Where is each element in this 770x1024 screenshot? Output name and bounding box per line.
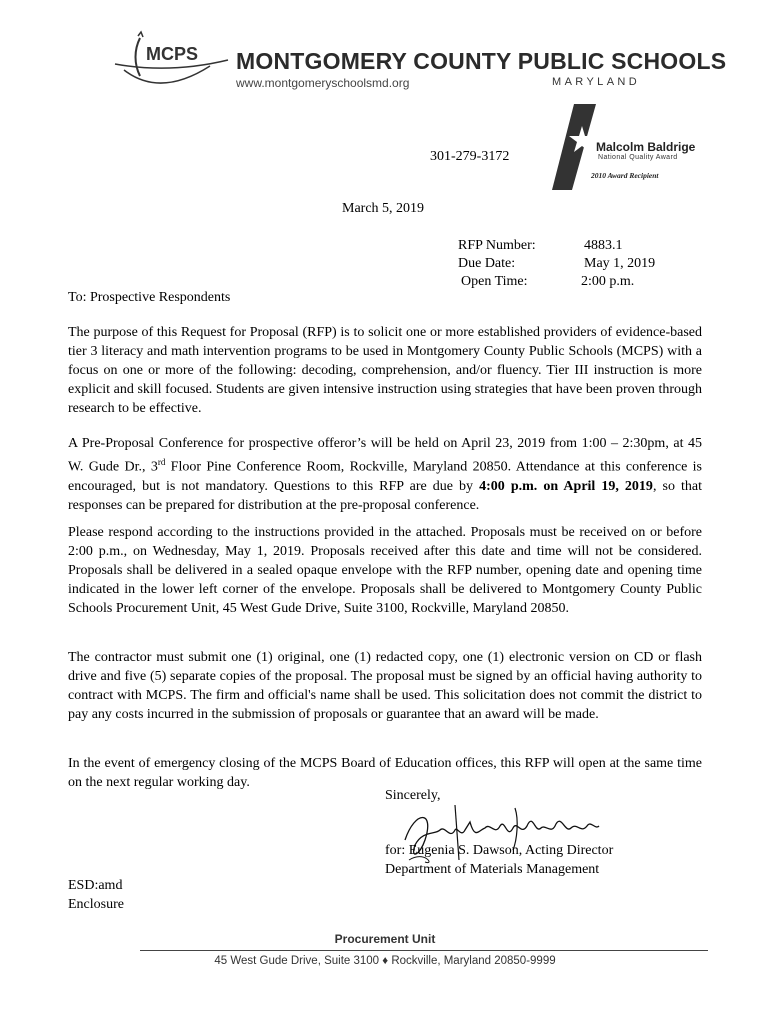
due-date-label: Due Date:: [458, 256, 516, 271]
footer-divider: [140, 950, 708, 951]
org-name: MONTGOMERY COUNTY PUBLIC SCHOOLS: [236, 48, 727, 74]
signer-name: for: Eugenia S. Dawson, Acting Director: [385, 843, 614, 858]
footer-address: 45 West Gude Drive, Suite 3100 ♦ Rockville, Maryland 20850-9999: [214, 955, 556, 967]
due-date-value: May 1, 2019: [584, 256, 656, 271]
open-time-value: 2:00 p.m.: [581, 274, 635, 289]
paragraph-purpose: The purpose of this Request for Proposal (RFP) is to solicit one or more established providers of evidence-based tier 3 literacy and math intervention programs to be used in Montgomery County Public Schools (MCPS) with a focus on one or more of the following: decoding, comprehension, and/or fluency. Tier III instruction is more explicit and skill focused. Students are given intensive instruction using strategies that have been proven through research to be effective.: [68, 325, 702, 416]
paragraph-conference: [68, 434, 702, 515]
award-subtitle: National Quality Award: [598, 154, 678, 161]
phone-number: 301-279-3172: [430, 149, 510, 164]
mcps-logo: [110, 30, 230, 100]
conference-text-a: A Pre-Proposal Conference for prospective offeror’s will be held on April 23, 2019 from 1:00 – 2:30pm, at 45 W. Gude Dr., 3: [68, 436, 702, 475]
closing-sincerely: Sincerely,: [385, 788, 441, 803]
logo-text: MCPS: [146, 44, 199, 64]
ordinal-suffix: rd: [157, 457, 166, 467]
letter-date: March 5, 2019: [342, 201, 425, 216]
award-title: Malcolm Baldrige: [596, 140, 696, 154]
paragraph-instructions: Please respond according to the instructions provided in the attached. Proposals must be received on or before 2:00 p.m., on Wednesday, May 1, 2019. Proposals received after this date and time will not be considered. Proposals shall be delivered in a sealed opaque envelope with the RFP number, opening date and opening time indicated in the lower left corner of the envelope. Proposals shall be delivered to Montgomery County Public Schools Procurement Unit, 45 West Gude Drive, Suite 3100, Rockville, Maryland 20850.: [68, 525, 702, 616]
conference-text-c: , so that responses can be prepared for distribution at the pre-proposal conference.: [68, 478, 702, 513]
questions-deadline: 4:00 p.m. on April 19, 2019: [479, 478, 653, 494]
recipient-line: To: Prospective Respondents: [68, 290, 231, 305]
conference-text-b: Floor Pine Conference Room, Rockville, Maryland 20850. Attendance at this conference is encouraged, but is not mandatory. Questions to this RFP are due by: [68, 459, 702, 494]
enclosure-note: Enclosure: [68, 897, 124, 912]
open-time-label: Open Time:: [461, 274, 528, 289]
org-url: www.montgomeryschoolsmd.org: [236, 76, 410, 90]
reference-initials: ESD:amd: [68, 878, 123, 893]
paragraph-emergency: In the event of emergency closing of the MCPS Board of Education offices, this RFP will open at the same time on the next regular working day.: [68, 756, 702, 790]
org-state: MARYLAND: [552, 76, 641, 88]
paragraph-submission: The contractor must submit one (1) original, one (1) redacted copy, one (1) electronic version on CD or flash drive and five (5) separate copies of the proposal. The proposal must be signed by an official having authority to contract with MCPS. The firm and official's name shall be used. This solicitation does not commit the district to pay any costs incurred in the submission of proposals or guarantee that an award will be made.: [68, 650, 702, 722]
handwritten-signature: [395, 800, 615, 870]
award-recipient: 2010 Award Recipient: [591, 171, 659, 180]
rfp-number-value: 4883.1: [584, 238, 623, 253]
signer-department: Department of Materials Management: [385, 862, 600, 877]
footer-unit: Procurement Unit: [334, 932, 436, 946]
rfp-number-label: RFP Number:: [458, 238, 536, 253]
